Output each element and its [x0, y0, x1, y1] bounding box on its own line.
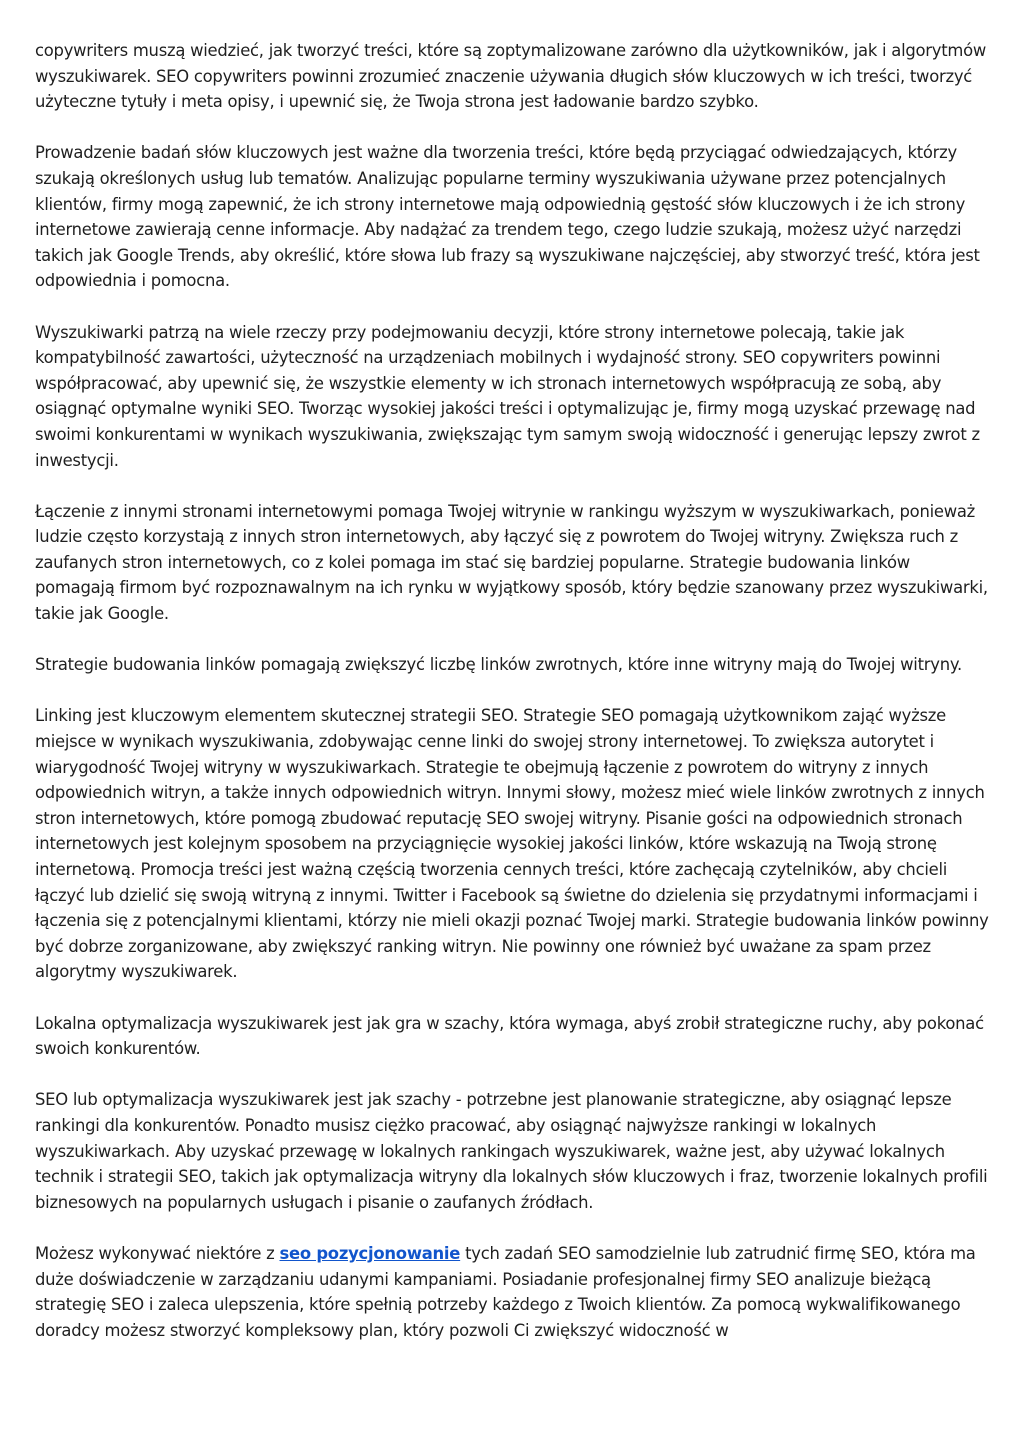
paragraph-copywriters: copywriters muszą wiedzieć, jak tworzyć treści, które są zoptymalizowane zarówno dla użytkowników, jak i algorytmów wyszukiwarek. SEO copywriters powinni zrozumieć znaczenie używania długich słów kluczowych w ich treści, tworzyć użyteczne tytuły i meta opisy, i upewnić się, że Twoja strona jest ładowanie bardzo szybko.	[35, 41, 987, 112]
paragraph-keyword-research: Prowadzenie badań słów kluczowych jest ważne dla tworzenia treści, które będą przyciągać odwiedzających, którzy szukają określonych usług lub tematów. Analizując popularne terminy wyszukiwania używane przez potencjalnych klientów, firmy mogą zapewnić, że ich strony internetowe mają odpowiednią gęstość słów kluczowych i że ich strony internetowe zawierają cenne informacje. Aby nadążać za trendem tego, czego ludzie szukają, możesz użyć narzędzi takich jak Google Trends, aby określić, które słowa lub frazy są wyszukiwane najczęściej, aby stworzyć treść, która jest odpowiednia i pomocna.	[35, 143, 980, 291]
paragraph-linking-sites: Łączenie z innymi stronami internetowymi pomaga Twojej witrynie w rankingu wyższym w wyszukiwarkach, ponieważ ludzie często korzystają z innych stron internetowych, aby łączyć się z powrotem do Twojej witryny. Zwiększa ruch z zaufanych stron internetowych, co z kolei pomaga im stać się bardziej popularne. Strategie budowania linków pomagają firmom być rozpoznawalnym na ich rynku w wyjątkowy sposób, który będzie szanowany przez wyszukiwarki, takie jak Google.	[35, 501, 988, 624]
paragraph-backlinks: Strategie budowania linków pomagają zwiększyć liczbę linków zwrotnych, które inne witryny mają do Twojej witryny.	[35, 655, 962, 675]
paragraph-seo-chess: SEO lub optymalizacja wyszukiwarek jest jak szachy - potrzebne jest planowanie strategiczne, aby osiągnąć lepsze rankingi dla konkurentów. Ponadto musisz ciężko pracować, aby osiągnąć najwyższe rankingi w lokalnych wyszukiwarkach. Aby uzyskać przewagę w lokalnych rankingach wyszukiwarek, ważne jest, aby używać lokalnych technik i strategii SEO, takich jak optymalizacja witryny dla lokalnych słów kluczowych i fraz, tworzenie lokalnych profili biznesowych na popularnych usługach i pisanie o zaufanych źródłach.	[35, 1090, 988, 1212]
paragraph-seo-company	[35, 1241, 993, 1343]
paragraph-text-before-link: Możesz wykonywać niektóre z	[35, 1243, 280, 1263]
paragraph-text-after-link: tych zadań SEO samodzielnie lub zatrudnić firmę SEO, która ma duże doświadczenie w zarządzaniu udanymi kampaniami. Posiadanie profesjonalnej firmy SEO analizuje bieżącą strategię SEO i zaleca ulepszenia, które spełnią potrzeby każdego z Twoich klientów. Za pomocą wykwalifikowanego doradcy możesz stworzyć kompleksowy plan, który pozwoli Ci zwiększyć widoczność w	[35, 1243, 976, 1340]
seo-pozycjonowanie-link[interactable]: seo pozycjonowanie	[279, 1243, 461, 1263]
paragraph-linking-strategy: Linking jest kluczowym elementem skutecznej strategii SEO. Strategie SEO pomagają użytkownikom zająć wyższe miejsce w wynikach wyszukiwania, zdobywając cenne linki do swojej strony internetowej. To zwiększa autorytet i wiarygodność Twojej witryny w wyszukiwarkach. Strategie te obejmują łączenie z powrotem do witryny z innych odpowiednich witryn, a także innych odpowiednich witryn. Innymi słowy, możesz mieć wiele linków zwrotnych z innych stron internetowych, które pomogą zbudować reputację SEO swojej witryny. Pisanie gości na odpowiednich stronach internetowych jest kolejnym sposobem na przyciągnięcie wysokiej jakości linków, które wskazują na Twoją stronę internetową. Promocja treści jest ważną częścią tworzenia cennych treści, które zachęcają czytelników, aby chcieli łączyć lub dzielić się swoją witryną z innymi. Twitter i Facebook są świetne do dzielenia się przydatnymi informacjami i łączenia się z potencjalnymi klientami, którzy nie mieli okazji poznać Twojej marki. Strategie budowania linków powinny być dobrze zorganizowane, aby zwiększyć ranking witryn. Nie powinny one również być uważane za spam przez algorytmy wyszukiwarek.	[35, 706, 989, 982]
paragraph-local-seo: Lokalna optymalizacja wyszukiwarek jest jak gra w szachy, która wymaga, abyś zrobił strategiczne ruchy, aby pokonać swoich konkurentów.	[35, 1013, 984, 1059]
document-body	[35, 38, 993, 1343]
paragraph-search-engines: Wyszukiwarki patrzą na wiele rzeczy przy podejmowaniu decyzji, które strony internetowe polecają, takie jak kompatybilność zawartości, użyteczność na urządzeniach mobilnych i wydajność strony. SEO copywriters powinni współpracować, aby upewnić się, że wszystkie elementy w ich stronach internetowych współpracują ze sobą, aby osiągnąć optymalne wyniki SEO. Tworząc wysokiej jakości treści i optymalizując je, firmy mogą uzyskać przewagę nad swoimi konkurentami w wynikach wyszukiwania, zwiększając tym samym swoją widoczność i generując lepszy zwrot z inwestycji.	[35, 322, 980, 470]
